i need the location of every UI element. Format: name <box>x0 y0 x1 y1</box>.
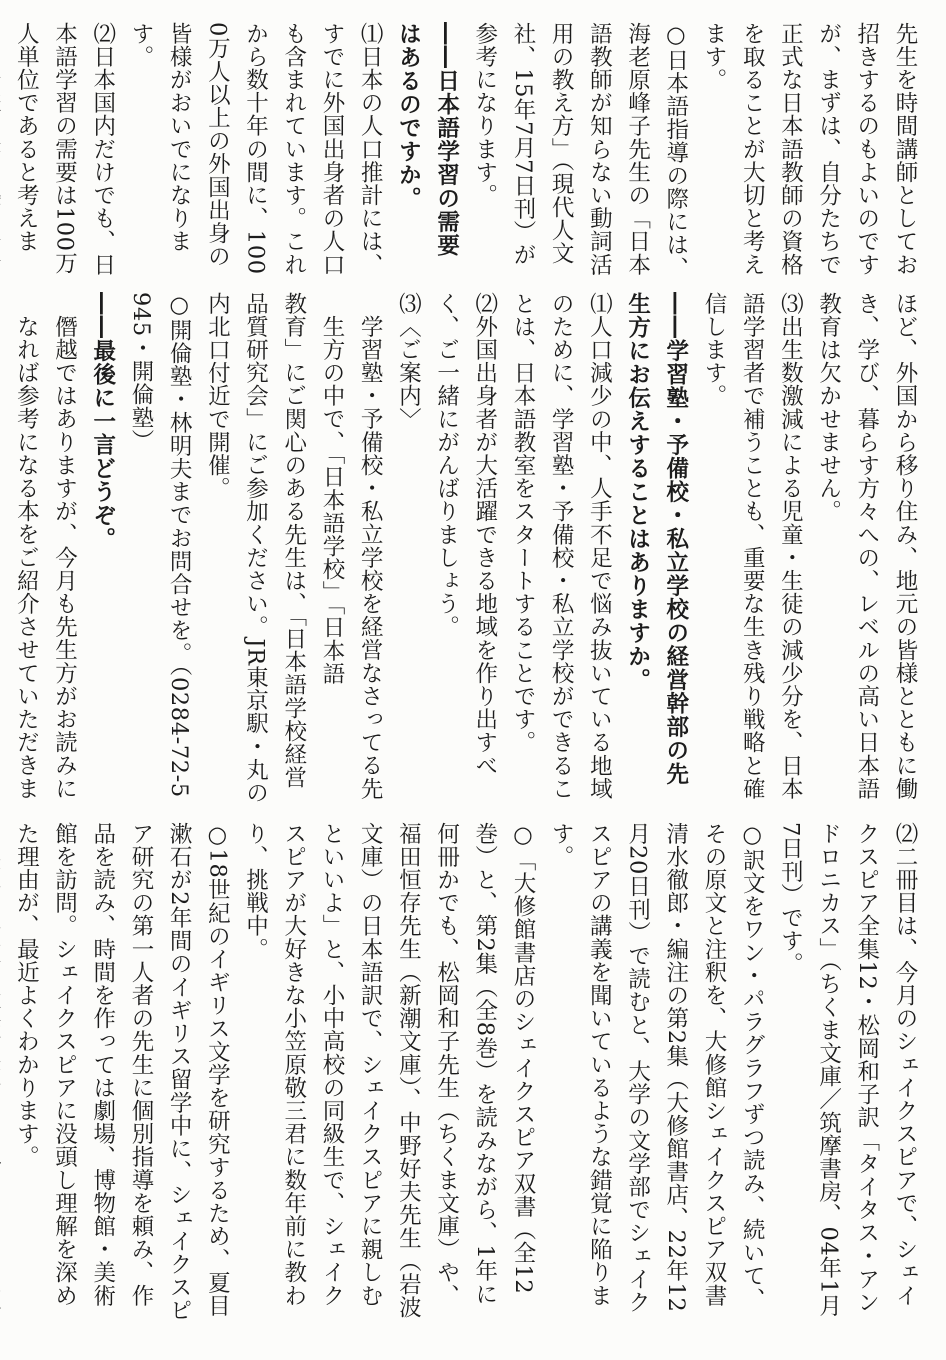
text-tier-top <box>13 22 924 280</box>
paragraph: ⑶〈ご案内〉 <box>395 292 422 431</box>
section-heading: ――最後に一言どうぞ。 <box>89 292 116 551</box>
paragraph: 僭越ではありますが、今月も先生方がお読みになれば参考になる本をご紹介させていただきま <box>13 314 78 800</box>
paragraph: ○「大修館書店のシェイクスピア双書（全12巻）と、第2集（全8巻）を読みながら、1年に何冊かでも、松岡和子先生（ちくま文庫）や、福田恒存先生（新潮文庫）、中野好夫先生（岩波文庫）の日本語訳で、シェイクスピアに親しむといいよ」と、小中高校の同級生で、シェイクスピアが大好きな小笠原敬三君に数年前に教わり、挑戦中。 <box>242 822 536 1319</box>
text-tier-middle <box>13 292 924 806</box>
paragraph: ⑵日本国内だけでも、日本語学習の需要は100万人単位であると考えま <box>13 22 116 277</box>
paragraph: ⑵二冊目は、今月のシェイクスピアで、シェイクスピア全集12・松岡和子訳「タイタス・アンドロニカス」（ちくま文庫／筑摩書房、04年1月7日刊）です。 <box>777 822 918 1318</box>
paragraph: ⑵外国出身者が大活躍できる地域を作り出すべく、ご一緒にがんばりましょう。 <box>433 292 498 778</box>
paragraph: ○日本語指導の際には、海老原峰子先生の「日本語教師が知らない動詞活用の教え方」（現代人文社、15年7月7日刊）が参考になります。 <box>471 22 689 280</box>
paragraph: ○開倫塾・林明夫までお問合せを。（0284-72-5945・開倫塾） <box>127 292 193 798</box>
paragraph: ○18世紀のイギリス文学を研究するため、夏目漱石が2年間のイギリス留学中に、シェイクスピア研究の第一人者の先生に個別指導を頼み、作品を読み、時間を作っては劇場、博物館・美術館を訪問。シェイクスピアに没頭し理解を深めた理由が、最近よくわかります。 <box>13 822 231 1323</box>
paragraph: ○訳文をワン・パラグラフずつ読み、続いて、その原文と注釈を、大修館シェイクスピア双書清水徹郎・編注の第2集（大修館書店、22年12月20日刊）で読むと、大学の文学部でシェイクスピアの講義を聞いているような錯覚に陥ります。 <box>548 822 766 1314</box>
paragraph: 学習塾・予備校・私立学校を経営なさってる先生方の中で、「日本語学校」「日本語 <box>318 314 384 800</box>
paragraph: ほど、外国から移り住み、地元の皆様とともに働き、学び、暮らす方々への、レベルの高い日本語教育は欠かせません。 <box>815 292 918 801</box>
paragraph: 先生を時間講師としてお招きするのもよいのですが、まずは、自分たちで正式な日本語教師の資格を取ることが大切と考えます。 <box>700 22 918 277</box>
section-heading: ――学習塾・予備校・私立学校の経営幹部の先生方にお伝えすることはありますか。 <box>624 292 689 786</box>
paragraph <box>0 822 7 1322</box>
section-heading: ――日本語学習の需要はあるのですか。 <box>395 22 460 257</box>
paragraph: ⑴人口減少の中、人手不足で悩み抜いている地域のために、学習塾・予備校・私立学校ができることは、日本語教室をスタートすることです。 <box>509 292 613 801</box>
paragraph: 教育」にご関心のある先生は、「日本語学校経営品質研究会」にご参加ください。JR東京駅・丸の内北口付近で開催。 <box>204 292 307 805</box>
text-tier-bottom <box>13 822 924 1323</box>
paragraph: ⑶出生数激減による児童・生徒の減少分を、日本語学習者で補うことも、重要な生き残り戦略と確信します。 <box>700 292 804 801</box>
paragraph: ⑴日本の人口推計には、すでに外国出身者の人口も含まれています。これから数十年の間に、1000万人以上の外国出身の皆様がおいでになります。 <box>127 22 384 277</box>
